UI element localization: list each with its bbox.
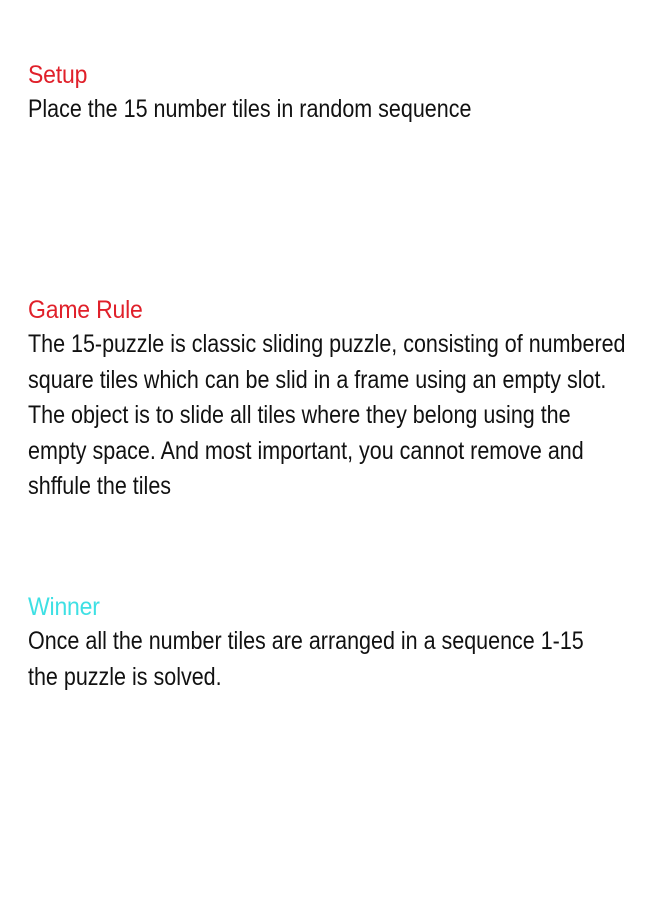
winner-line: the puzzle is solved. [28,662,222,691]
setup-section [28,58,640,128]
winner-heading: Winner [28,593,100,621]
game-rule-line: square tiles which can be slid in a frame using an empty slot. [28,365,607,394]
winner-section [28,590,640,695]
setup-line: Place the 15 number tiles in random sequence [28,95,472,123]
game-rule-line: empty space. And most important, you cannot remove and [28,436,584,465]
setup-text [28,92,640,128]
game-rule-heading: Game Rule [28,296,143,324]
winner-line: Once all the number tiles are arranged in a sequence 1-15 [28,627,584,655]
game-rule-line: shffule the tiles [28,472,172,500]
game-rule-section [28,293,640,505]
game-rule-line: The 15-puzzle is classic sliding puzzle, consisting of numbered [28,330,626,358]
game-rule-text [28,327,640,505]
winner-text [28,624,640,695]
game-rule-line: The object is to slide all tiles where they belong using the [28,401,571,429]
setup-heading: Setup [28,61,88,89]
